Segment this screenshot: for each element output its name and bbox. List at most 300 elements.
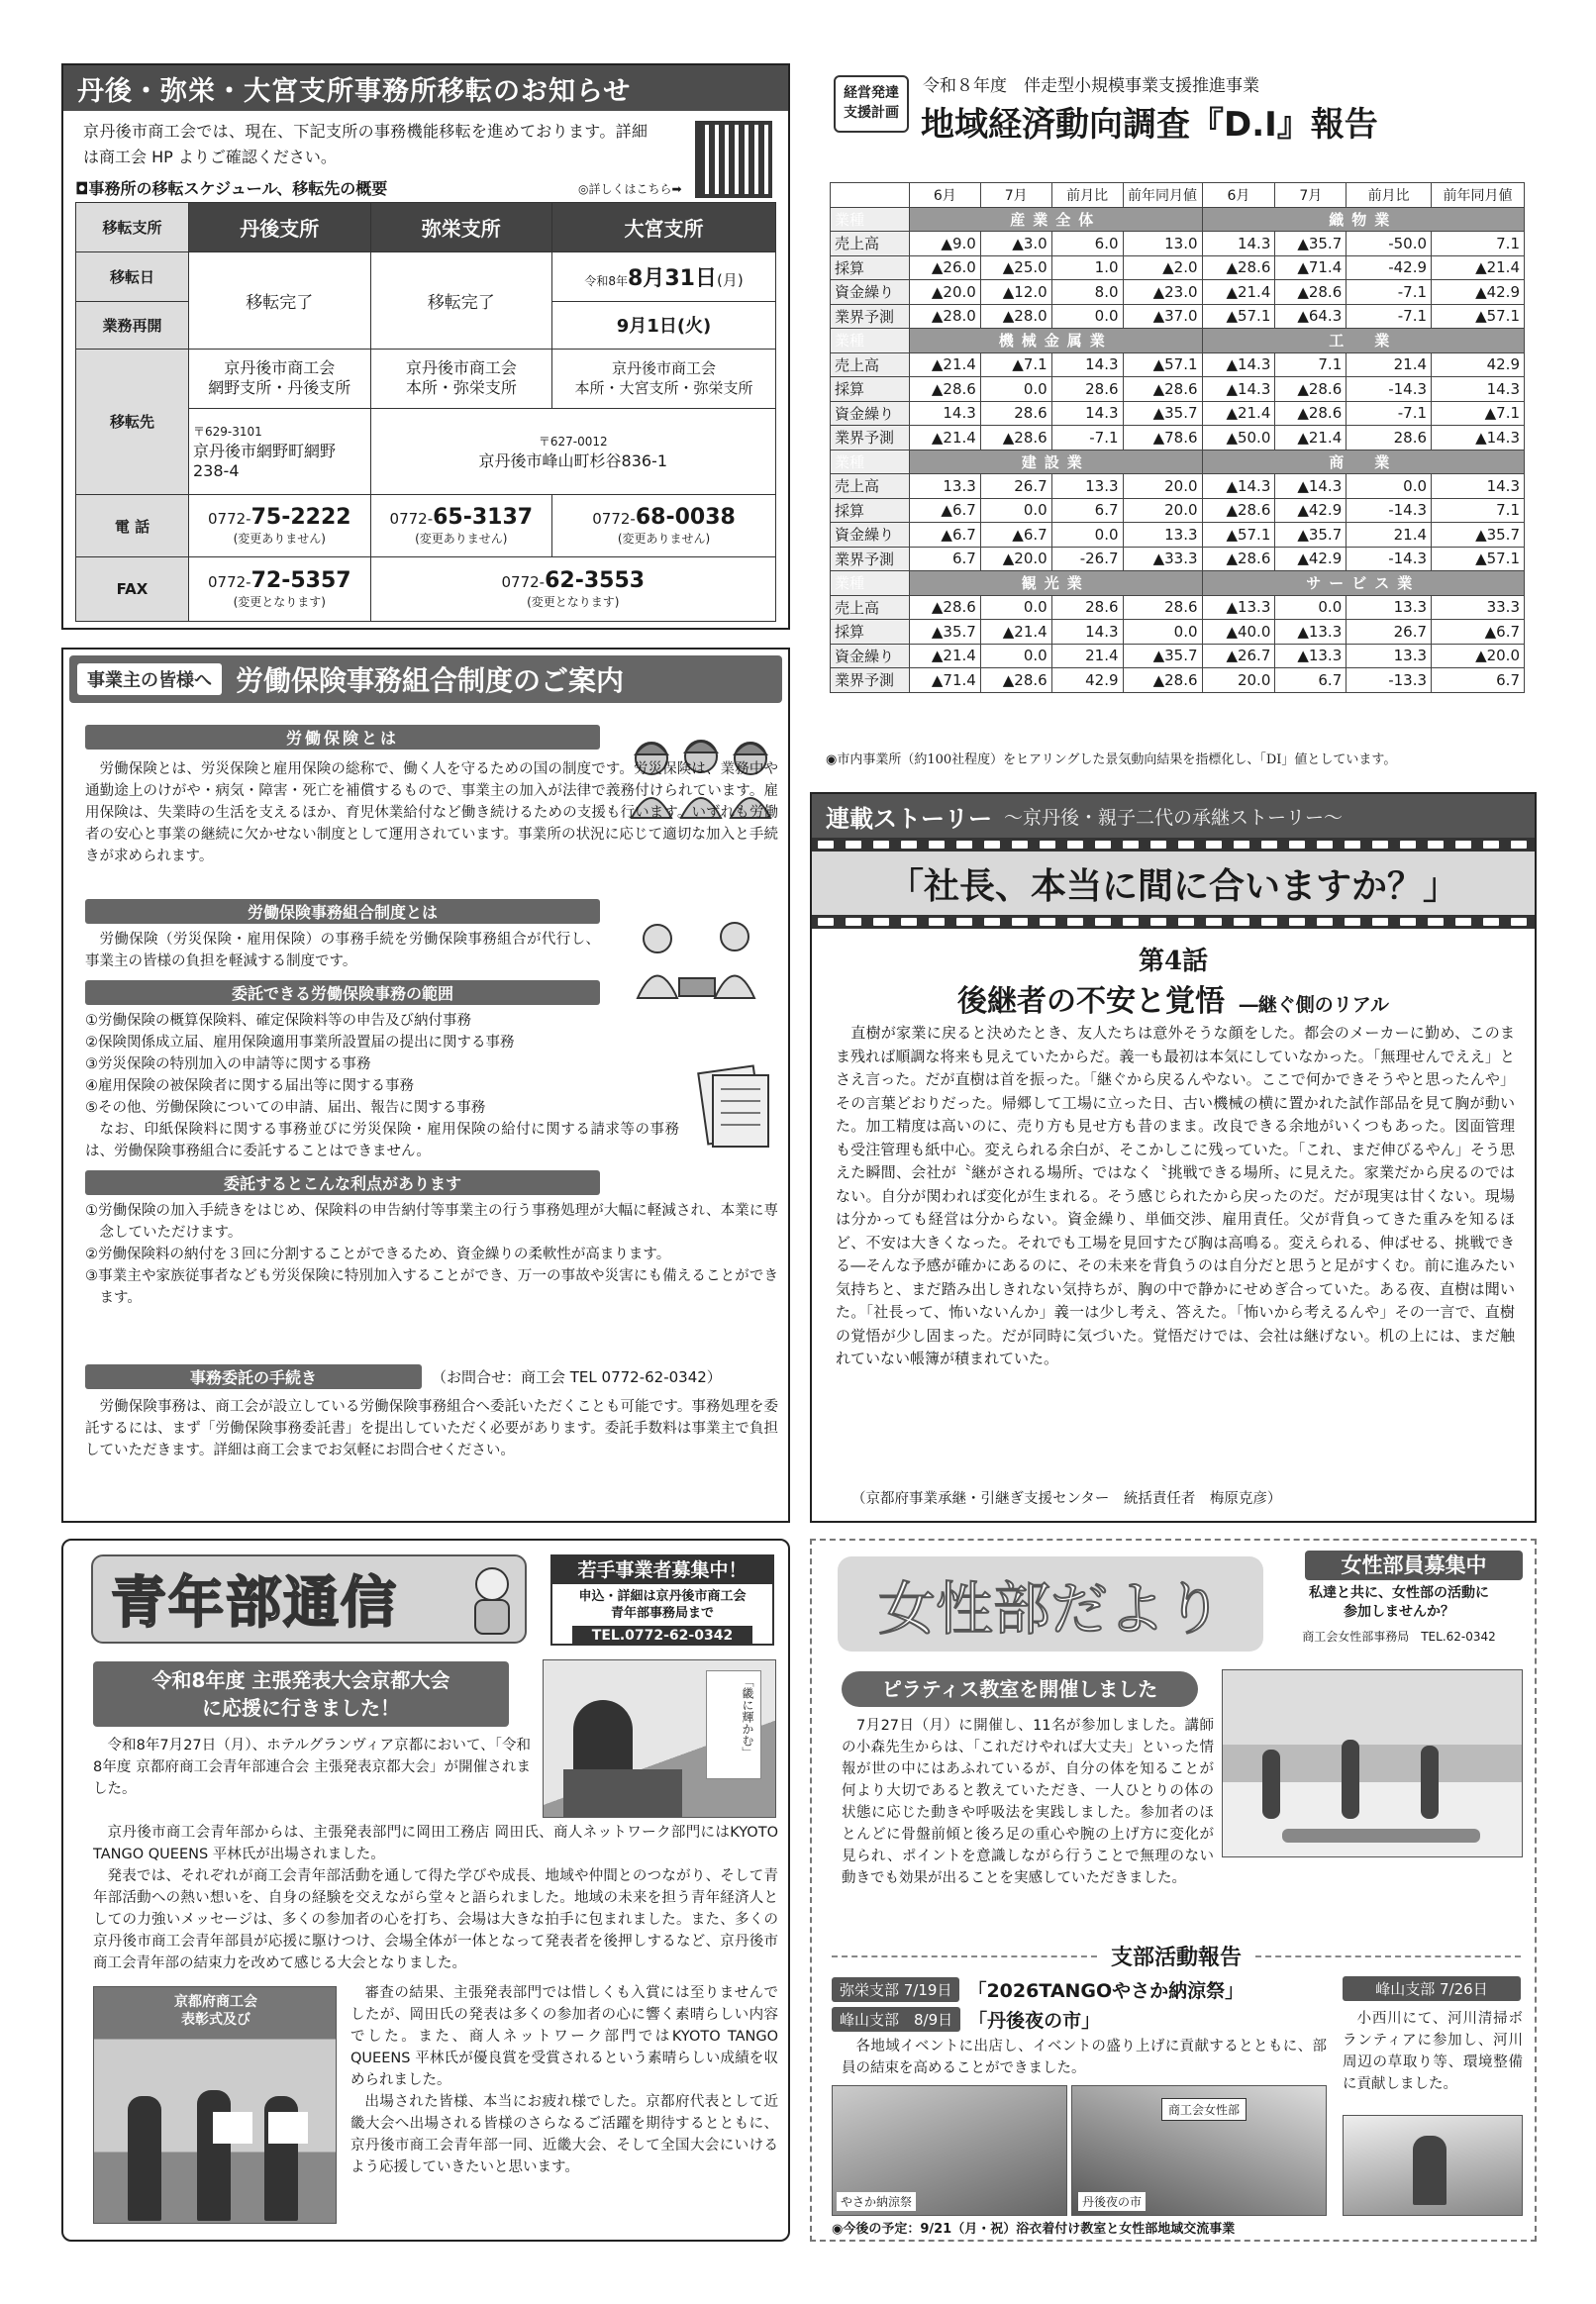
person-figure [1413, 2136, 1446, 2205]
tango-move-status: 移転完了 [189, 252, 371, 350]
list-item: ①労働保険の概算保険料、確定保険料等の申告及び納付事務 [85, 1013, 471, 1029]
di-cell: 14.3 [1051, 352, 1123, 377]
person-figure [197, 2090, 231, 2221]
di-cell: ▲78.6 [1123, 426, 1202, 451]
story-header [812, 794, 1535, 838]
di-cell: 13.3 [909, 474, 980, 499]
labor-h4-bar [85, 1170, 600, 1195]
sign-board: 「畿に輝かむ」 [706, 1670, 761, 1779]
youth-head: 令和8年度 主張発表大会京都大会 に応援に行きました！ [93, 1661, 509, 1727]
table-row [831, 280, 1525, 305]
di-cell: ▲57.1 [1432, 304, 1525, 329]
story-header-label: 連載ストーリー [826, 804, 992, 833]
di-cell: ▲57.1 [1202, 304, 1275, 329]
row-label-tel: 電 話 [76, 495, 189, 557]
di-col-header: 前年同月値 [1123, 183, 1202, 208]
di-cell: 6.7 [1275, 668, 1347, 693]
di-subtitle: 令和８年度 伴走型小規模事業支援推進事業 [923, 76, 1259, 96]
list-item: ②労働保険料の納付を３回に分割することができるため、資金繰りの柔軟性が高まります。 [85, 1247, 671, 1262]
di-cell: ▲25.0 [980, 255, 1051, 280]
photo2-sign: 商工会女性部 [1161, 2098, 1247, 2121]
women-title: 女性部だより [877, 1575, 1223, 1643]
di-col-header: 6月 [1202, 183, 1275, 208]
di-col-header: 6月 [909, 183, 980, 208]
labor-h2-bar [85, 899, 600, 924]
di-cell: 28.6 [1051, 377, 1123, 402]
di-cell: 6.7 [1432, 668, 1525, 693]
branch-12-body: 各地域イベントに出店し、イベントの盛り上げに貢献するとともに、部員の結束を高めることができました。 [842, 2039, 1327, 2076]
di-cell: -7.1 [1051, 426, 1123, 451]
tel-yasaka: 0772-65-3137 (変更ありません) [370, 495, 552, 557]
branch-2-tag: 峰山支部 8/9日 [832, 2007, 960, 2032]
di-cell: 14.3 [1051, 401, 1123, 426]
youth-paragraph-3: 発表では、それぞれが商工会青年部活動を通して得た学びや成長、地域や仲間とのつながり、そして青年部活動への熱い想いを、自身の経験を交えながら堂々と語られました。地域の未来を担う青年経済人としての力強いメッセージは、多くの参加者の心を打ち、会場は大きな拍手に包まれました。また、多くの京丹後市商工会青年部員が応援に駆けつけ、会場全体が一体となって発表者を後押しするなど、京丹後市商工会青年部の結束力を改めて感じる大会となりました。 [93, 1868, 778, 1971]
di-cell: -7.1 [1347, 401, 1432, 426]
col-header-yasaka: 弥栄支所 [370, 203, 552, 252]
di-cell: 42.9 [1432, 352, 1525, 377]
di-cell: -7.1 [1347, 280, 1432, 305]
di-cell: 0.0 [1051, 304, 1123, 329]
certificate [213, 2112, 252, 2144]
branch-3-tag: 峰山支部 7/26日 [1343, 1976, 1521, 2001]
di-row-label: 業界予測 [831, 547, 910, 571]
di-cell: 6.7 [1051, 498, 1123, 523]
di-cell: ▲21.4 [909, 644, 980, 668]
women-recruit-box [1275, 1551, 1523, 1653]
di-cell: ▲28.6 [1123, 377, 1202, 402]
row-label-move: 移転日 [76, 252, 189, 302]
di-cell: ▲35.7 [1123, 644, 1202, 668]
person-figure [1342, 1740, 1359, 1819]
meeting-illustration [618, 909, 776, 1008]
table-row [831, 377, 1525, 402]
certificate [268, 2112, 308, 2144]
table-row [831, 620, 1525, 645]
di-cell: -14.3 [1347, 377, 1432, 402]
di-cell: 0.0 [980, 377, 1051, 402]
di-cell: 7.1 [1432, 498, 1525, 523]
di-col-header: 前年同月値 [1432, 183, 1525, 208]
labor-heading-1: 労働保険とは [85, 725, 600, 750]
di-row-label: 売上高 [831, 595, 910, 620]
relocation-title: 丹後・弥栄・大宮支所事務所移転のお知らせ [63, 65, 788, 111]
film-strip-bottom [812, 915, 1535, 929]
di-row-label: 売上高 [831, 474, 910, 499]
address-main: 〒627-0012 京丹後市峰山町杉谷836-1 [370, 408, 775, 495]
di-industry-label: 業種 [831, 450, 910, 474]
future-plans: ◉今後の予定：9/21（月・祝）浴衣着付け教室と女性部地域交流事業 [832, 2222, 1236, 2237]
labor-tag: 事業主の皆様へ [77, 663, 222, 695]
di-cell: 28.6 [1347, 426, 1432, 451]
di-row-label: 業界予測 [831, 668, 910, 693]
details-link[interactable]: ◎詳しくはこちら➡ [578, 182, 682, 196]
labor-paragraph-3: なお、印紙保険料に関する事務並びに労災保険・雇用保険の給付に関する請求等の事務は、労働保険事務組合に委託することはできません。 [85, 1122, 679, 1159]
youth-paragraph-1: 令和8年7月27日（月）、ホテルグランヴィア京都において、「令和8年度 京都府商工会青年部連合会 主張発表京都大会」が開催されました。 [93, 1738, 531, 1797]
di-cell: ▲28.0 [980, 304, 1051, 329]
di-cell: ▲40.0 [1202, 620, 1275, 645]
di-industry-label: 業種 [831, 329, 910, 353]
di-cell: 28.6 [980, 401, 1051, 426]
di-cell: 13.3 [1051, 474, 1123, 499]
branch-2-row [832, 2006, 1100, 2033]
di-col-header [831, 183, 910, 208]
di-cell: 6.0 [1051, 232, 1123, 256]
di-cell: -13.3 [1347, 668, 1432, 693]
di-industry-name: 産業全体 [909, 207, 1202, 232]
table-row [831, 255, 1525, 280]
di-cell: 8.0 [1051, 280, 1123, 305]
di-industry-name: 工 業 [1202, 329, 1524, 353]
di-cell: ▲28.6 [1275, 401, 1347, 426]
person-figure [128, 2096, 161, 2221]
di-cell: ▲21.4 [1202, 280, 1275, 305]
di-cell: ▲23.0 [1123, 280, 1202, 305]
fax-tango: 0772-72-5357 (変更となります) [189, 556, 371, 621]
di-cell: ▲28.6 [1202, 498, 1275, 523]
podium [563, 1769, 682, 1817]
di-cell: ▲35.7 [1275, 232, 1347, 256]
story-author: （京都府事業承継・引継ぎ支援センター 統括責任者 梅原克彦） [851, 1491, 1282, 1507]
relocation-table [75, 202, 776, 622]
di-cell: ▲33.3 [1123, 547, 1202, 571]
di-cell: ▲28.6 [909, 595, 980, 620]
di-cell: ▲57.1 [1432, 547, 1525, 571]
labor-paragraph-2: 労働保険（労災保険・雇用保険）の事務手続を労働保険事務組合が代行し、事業主の皆様の負担を軽減する制度です。 [85, 932, 600, 969]
di-cell: ▲28.6 [1123, 668, 1202, 693]
person-figure [1262, 1750, 1280, 1819]
di-cell: ▲21.4 [1275, 426, 1347, 451]
di-cell: 0.0 [980, 595, 1051, 620]
table-row [831, 595, 1525, 620]
di-cell: 0.0 [1051, 523, 1123, 548]
table-row [831, 304, 1525, 329]
di-cell: -26.7 [1051, 547, 1123, 571]
photo2-caption: 丹後夜の市 [1078, 2192, 1146, 2211]
di-row-label: 採算 [831, 377, 910, 402]
di-industry-label: 業種 [831, 207, 910, 232]
di-cell: ▲35.7 [1275, 523, 1347, 548]
di-row-label: 業界予測 [831, 426, 910, 451]
di-cell: 20.0 [1123, 498, 1202, 523]
story-body: 直樹が家業に戻ると決めたとき、友人たちは意外そうな顔をした。都会のメーカーに勤め、このまま残れば順調な将来も見えていたからだ。義一も最初は本気にしていなかった。「無理せんでええ」とさえ言った。だが直樹は首を振った。「継ぐから戻るんやない。ここで何かできそうやと思ったんや」その言葉どおりだった。帰郷して工場に立った日、古い機械の横に置かれた試作部品を見て胸が動いた。加工精度は高いのに、売り方も見せ方も昔のまま。改良できる余地がいくつもあった。図面管理も受注管理も紙中心。変えられる余白が、そこかしこに残っていた。「これ、まだ伸びるやん」そう思えた瞬間、会社が〝継がされる場所〟ではなく〝挑戦できる場所〟に見えた。家業だから戻るのではない。自分が関われば変化が生まれる。そう感じられたから戻ったのだ。だが現実は甘くない。現場は分かっても経営は分からない。資金繰り、単価交渉、雇用責任。父が背負ってきた重みを知るほど、不安は大きくなった。それでも工場を見回すたび胸は高鳴る。変えられる、伸ばせる、挑戦できる―そんな予感が確かにあるのに、その未来を背負うのは自分だと思うと足がすくむ。前に進みたい気持ちと、まだ踏み出しきれない気持ちが、胸の中で静かにせめぎ合っていた。ある夜、直樹は聞いた。「社長って、怖いないんか」義一は少し考え、答えた。「怖いから考えるんや」その一言で、直樹の覚悟が少し固まった。だが同時に気づいた。覚悟だけでは、会社は継げない。机の上には、まだ触れていない帳簿が積まれていた。 [836, 1024, 1515, 1367]
di-industry-name: 織物業 [1202, 207, 1524, 232]
story-episode: 第4話 [1138, 947, 1209, 976]
branch-3-body: 小西川にて、河川清掃ボランティアに参加し、河川周辺の草取り等、環境整備に貢献しました。 [1343, 2011, 1523, 2092]
di-industry-label: 業種 [831, 571, 910, 596]
di-cell: ▲6.7 [909, 523, 980, 548]
labor-heading-2: 労働保険事務組合制度とは [85, 899, 600, 924]
branch-photo-1 [832, 2085, 1067, 2216]
di-cell: 6.7 [909, 547, 980, 571]
table-row [831, 426, 1525, 451]
di-cell: 0.0 [1347, 474, 1432, 499]
di-cell: ▲13.3 [1275, 620, 1347, 645]
labor-heading-3: 委託できる労働保険事務の範囲 [85, 980, 600, 1005]
di-cell: 14.3 [1202, 232, 1275, 256]
di-badge: 経営発達 支援計画 [834, 75, 909, 133]
di-row-label: 採算 [831, 498, 910, 523]
di-cell: 14.3 [1051, 620, 1123, 645]
youth-title: 青年部通信 [111, 1571, 398, 1636]
dest-yasaka: 京丹後市商工会 本所・弥栄支所 [370, 349, 552, 408]
labor-paragraph-5: 労働保険事務は、商工会が設立している労働保険事務組合へ委託いただくことも可能です。事務処理を委託するには、まず「労働保険事務委託書」を提出していただく必要があります。委託手数料は事業主で負担していただきます。詳細は商工会までお気軽にお問合せください。 [85, 1399, 778, 1458]
pilates-head: ピラティス教室を開催しました [842, 1671, 1198, 1707]
di-cell: 28.6 [1051, 595, 1123, 620]
di-cell: ▲2.0 [1123, 255, 1202, 280]
pilates-body-a: 7月27日（月）に開催し、11名が参加しました。講師の小森先生からは、「これだけやれば大丈夫」といった情報が世の中にはあふれているが、自分の体を知ることが何より大切であると教えていただき、一人ひとりの体の状態に応じた動きや呼吸法を実践しました。参加者のほとんどに骨盤前傾と後ろ足の重心や腕の上げ方に変化が見られ、ポイントを意識しながら行うことで無理のない動きでも効果が出ることを実感していただきました。 [842, 1718, 1214, 1886]
di-cell: 13.3 [1123, 523, 1202, 548]
row-label-resume: 業務再開 [76, 302, 189, 350]
branch-photo-3 [1343, 2115, 1523, 2216]
table-row [831, 523, 1525, 548]
di-cell: ▲28.0 [909, 304, 980, 329]
pilates-body-b [842, 1853, 1525, 1941]
di-cell: 1.0 [1051, 255, 1123, 280]
di-cell: 26.7 [980, 474, 1051, 499]
di-cell: ▲6.7 [980, 523, 1051, 548]
labor-list-3 [85, 1010, 679, 1119]
di-cell: ▲14.3 [1432, 426, 1525, 451]
documents-illustration [697, 1065, 776, 1154]
di-cell: 20.0 [1202, 668, 1275, 693]
di-cell: ▲28.6 [1202, 547, 1275, 571]
di-cell: 28.6 [1123, 595, 1202, 620]
youth-mascot-icon [463, 1562, 521, 1638]
di-cell: ▲42.9 [1275, 547, 1347, 571]
di-row-label: 売上高 [831, 232, 910, 256]
di-cell: ▲12.0 [980, 280, 1051, 305]
table-row [831, 547, 1525, 571]
di-cell: ▲35.7 [1123, 401, 1202, 426]
di-cell: -14.3 [1347, 547, 1432, 571]
labor-list-4 [85, 1200, 778, 1309]
di-cell: ▲64.3 [1275, 304, 1347, 329]
di-cell: ▲28.6 [1202, 255, 1275, 280]
di-cell: -14.3 [1347, 498, 1432, 523]
di-cell: ▲26.7 [1202, 644, 1275, 668]
labor-h5-bar [85, 1364, 422, 1389]
di-cell: -50.0 [1347, 232, 1432, 256]
youth-panel [61, 1539, 790, 2242]
table-row [831, 498, 1525, 523]
di-cell: ▲20.0 [909, 280, 980, 305]
story-title: 「社長、本当に間に合いますか？」 [887, 864, 1458, 907]
di-row-label: 売上高 [831, 352, 910, 377]
di-title: 地域経済動向調査『D.I』報告 [921, 105, 1378, 145]
branch-photo-2 [1071, 2085, 1327, 2216]
col-header-omiya: 大宮支所 [552, 203, 776, 252]
award-photo [93, 1986, 337, 2224]
di-cell: ▲42.9 [1275, 498, 1347, 523]
col-header-tango: 丹後支所 [189, 203, 371, 252]
di-note: ◉市内事業所（約100社程度）をヒアリングした景気動向結果を指標化し、「DI」値としています。 [826, 752, 1397, 767]
list-item: ④雇用保険の被保険者に関する届出等に関する事務 [85, 1078, 414, 1094]
di-cell: 0.0 [980, 498, 1051, 523]
relocation-panel [61, 63, 790, 630]
youth-paragraph-2: 京丹後市商工会青年部からは、主張発表部門に岡田工務店 岡田氏、商人ネットワーク部門にはKYOTO TANGO QUEENS 平林氏が出場されました。 [93, 1825, 778, 1862]
di-cell: ▲21.4 [980, 620, 1051, 645]
youth-paragraph-5: 出場された皆様、本当にお疲れ様でした。京都府代表として近畿大会へ出場される皆様のさらなるご活躍を期待するとともに、京丹後市商工会青年部一同、近畿大会、そして全国大会にいけるよう応援していきたいと思います。 [350, 2094, 778, 2175]
address-tango: 〒629-3101 京丹後市網野町網野 238-4 [189, 408, 371, 495]
di-cell: ▲42.9 [1432, 280, 1525, 305]
di-cell: ▲6.7 [1432, 620, 1525, 645]
story-episode-title: 後継者の不安と覚悟 ―継ぐ側のリアル [956, 984, 1390, 1019]
di-cell: ▲13.3 [1202, 595, 1275, 620]
di-cell: ▲20.0 [980, 547, 1051, 571]
dest-tango: 京丹後市商工会 網野支所・丹後支所 [189, 349, 371, 408]
branch-1-tag: 弥栄支部 7/19日 [832, 1977, 959, 2002]
di-row-label: 資金繰り [831, 401, 910, 426]
youth-recruit-tel: TEL.0772-62-0342 [572, 1626, 752, 1646]
di-cell: ▲14.3 [1202, 474, 1275, 499]
fax-main: 0772-62-3553 (変更となります) [370, 556, 775, 621]
di-row-label: 資金繰り [831, 280, 910, 305]
branch-head-wrap [832, 1941, 1521, 1971]
photo1-caption: やさか納涼祭 [837, 2192, 916, 2211]
di-cell: ▲50.0 [1202, 426, 1275, 451]
di-row-label: 採算 [831, 255, 910, 280]
table-row [831, 352, 1525, 377]
labor-heading-5: 事務委託の手続き [85, 1364, 422, 1389]
table-row [831, 232, 1525, 256]
women-recruit-tel: 商工会女性部事務局 TEL.62-0342 [1302, 1630, 1496, 1644]
di-cell: ▲28.6 [980, 426, 1051, 451]
list-item: ①労働保険の加入手続きをはじめ、保険料の申告納付等事業主の行う事務処理が大幅に軽減され、本業に専念していただけます。 [85, 1203, 778, 1241]
di-row-label: 業界予測 [831, 304, 910, 329]
youth-recruit-title: 若手事業者募集中！ [552, 1556, 772, 1584]
di-cell: ▲14.3 [1202, 352, 1275, 377]
di-cell: 0.0 [1275, 595, 1347, 620]
women-recruit-body: 私達と共に、女性部の活動に 参加しませんか？ [1309, 1585, 1489, 1620]
di-cell: 42.9 [1051, 668, 1123, 693]
labor-paragraph-1: 労働保険とは、労災保険と雇用保険の総称で、働く人を守るための国の制度です。労災保険は、業務中や通勤途上のけがや・病気・障害・死亡を補償するもので、事業主の加入が法律で義務付けられています。雇用保険は、失業時の生活を支えるほか、育児休業給付など働き続けるための支援も行います。いずれも労働者の安心と事業の継続に欠かせない制度として運用されています。事業所の状況に応じて適切な加入と手続きが求められます。 [85, 761, 778, 864]
di-cell: ▲21.4 [1202, 401, 1275, 426]
di-cell: 21.4 [1347, 523, 1432, 548]
di-table [830, 182, 1525, 693]
di-cell: 13.3 [1347, 644, 1432, 668]
di-col-header: 前月比 [1051, 183, 1123, 208]
labor-h1-bar [85, 725, 600, 750]
di-cell: 20.0 [1123, 474, 1202, 499]
relocation-intro: 京丹後市商工会では、現在、下記支所の事務機能移転を進めております。詳細は商工会 HP よりご確認ください。 [83, 122, 648, 166]
table-row [831, 401, 1525, 426]
dest-omiya: 京丹後市商工会 本所・大宮支所・弥栄支所 [552, 349, 776, 408]
omiya-resume-date: 9月1日(火) [552, 302, 776, 350]
di-industry-name: 商 業 [1202, 450, 1524, 474]
di-cell: 0.0 [1123, 620, 1202, 645]
di-cell: ▲28.6 [1275, 280, 1347, 305]
col-header-branch: 移転支所 [76, 203, 189, 252]
di-cell: 21.4 [1347, 352, 1432, 377]
speaker-photo [543, 1659, 776, 1818]
yoga-mat [1282, 1829, 1480, 1843]
di-cell: ▲37.0 [1123, 304, 1202, 329]
tel-tango: 0772-75-2222 (変更ありません) [189, 495, 371, 557]
di-col-header: 7月 [1275, 183, 1347, 208]
di-cell: 33.3 [1432, 595, 1525, 620]
di-col-header: 前月比 [1347, 183, 1432, 208]
di-cell: ▲26.0 [909, 255, 980, 280]
story-header-sub: ～京丹後・親子二代の承継ストーリー～ [1004, 806, 1344, 829]
list-item: ⑤その他、労働保険についての申請、届出、報告に関する事務 [85, 1100, 486, 1116]
yasaka-move-status: 移転完了 [370, 252, 552, 350]
di-industry-name: 機械金属業 [909, 329, 1202, 353]
table-row [831, 644, 1525, 668]
youth-recruit-body: 申込・詳細は京丹後市商工会 青年部事務局まで [578, 1589, 747, 1621]
di-row-label: 資金繰り [831, 644, 910, 668]
di-cell: ▲14.3 [1202, 377, 1275, 402]
di-cell: 7.1 [1432, 232, 1525, 256]
di-cell: 7.1 [1275, 352, 1347, 377]
di-cell: ▲28.6 [980, 668, 1051, 693]
youth-recruit-box [550, 1554, 774, 1646]
di-cell: 14.3 [1432, 377, 1525, 402]
film-strip-top [812, 838, 1535, 851]
women-title-box [838, 1556, 1263, 1652]
di-cell: 26.7 [1347, 620, 1432, 645]
di-col-header: 7月 [980, 183, 1051, 208]
omiya-move-date: 令和8年8月31日(月) [552, 252, 776, 302]
story-panel [810, 792, 1537, 1523]
list-item: ③労災保険の特別加入の申請等に関する事務 [85, 1056, 371, 1072]
person-figure [1421, 1746, 1439, 1819]
di-cell: 14.3 [1432, 474, 1525, 499]
branch-head: 支部活動報告 [1111, 1946, 1243, 1970]
di-cell: ▲9.0 [909, 232, 980, 256]
labor-header [69, 655, 782, 703]
di-cell: ▲28.6 [1275, 377, 1347, 402]
labor-title: 労働保険事務組合制度のご案内 [236, 664, 625, 697]
di-cell: 0.0 [980, 644, 1051, 668]
di-cell: -42.9 [1347, 255, 1432, 280]
labor-heading-4: 委託するとこんな利点があります [85, 1170, 600, 1195]
labor-panel [61, 648, 790, 1523]
di-cell: ▲20.0 [1432, 644, 1525, 668]
di-row-label: 資金繰り [831, 523, 910, 548]
branch-1-row [832, 1976, 1244, 2003]
women-panel [810, 1539, 1537, 2242]
di-cell: 13.0 [1123, 232, 1202, 256]
di-panel [804, 63, 1537, 778]
award-banner: 京都府商工会 表彰式及び [174, 1994, 257, 2028]
list-item: ②保険関係成立届、雇用保険適用事業所設置届の提出に関する事務 [85, 1035, 515, 1051]
di-cell: ▲21.4 [909, 352, 980, 377]
list-item: ③事業主や家族従事者なども労災保険に特別加入することができ、万一の事故や災害にも備えることができます。 [85, 1268, 778, 1306]
row-label-fax: FAX [76, 556, 189, 621]
tel-omiya: 0772-68-0038 (変更ありません) [552, 495, 776, 557]
story-title-box [812, 851, 1535, 915]
table-row [831, 668, 1525, 693]
branch-2-title: 「丹後夜の市」 [968, 2010, 1101, 2032]
di-cell: ▲3.0 [980, 232, 1051, 256]
row-label-destination: 移転先 [76, 349, 189, 495]
di-industry-name: 観光業 [909, 571, 1202, 596]
di-cell: 13.3 [1347, 595, 1432, 620]
branch-1-title: 「2026TANGOやさか納涼祭」 [967, 1980, 1245, 2002]
pilates-photo [1222, 1669, 1523, 1857]
schedule-label: ◘事務所の移転スケジュール、移転先の概要 [75, 179, 388, 198]
labor-contact: （お問合せ：商工会 TEL 0772-62-0342） [432, 1368, 722, 1386]
di-cell: ▲7.1 [980, 352, 1051, 377]
di-cell: ▲57.1 [1202, 523, 1275, 548]
qr-code-icon[interactable] [695, 121, 772, 198]
di-industry-name: サービス業 [1202, 571, 1524, 596]
di-cell: ▲6.7 [909, 498, 980, 523]
di-cell: ▲13.3 [1275, 644, 1347, 668]
di-cell: ▲28.6 [909, 377, 980, 402]
di-cell: ▲57.1 [1123, 352, 1202, 377]
di-cell: ▲21.4 [1432, 255, 1525, 280]
